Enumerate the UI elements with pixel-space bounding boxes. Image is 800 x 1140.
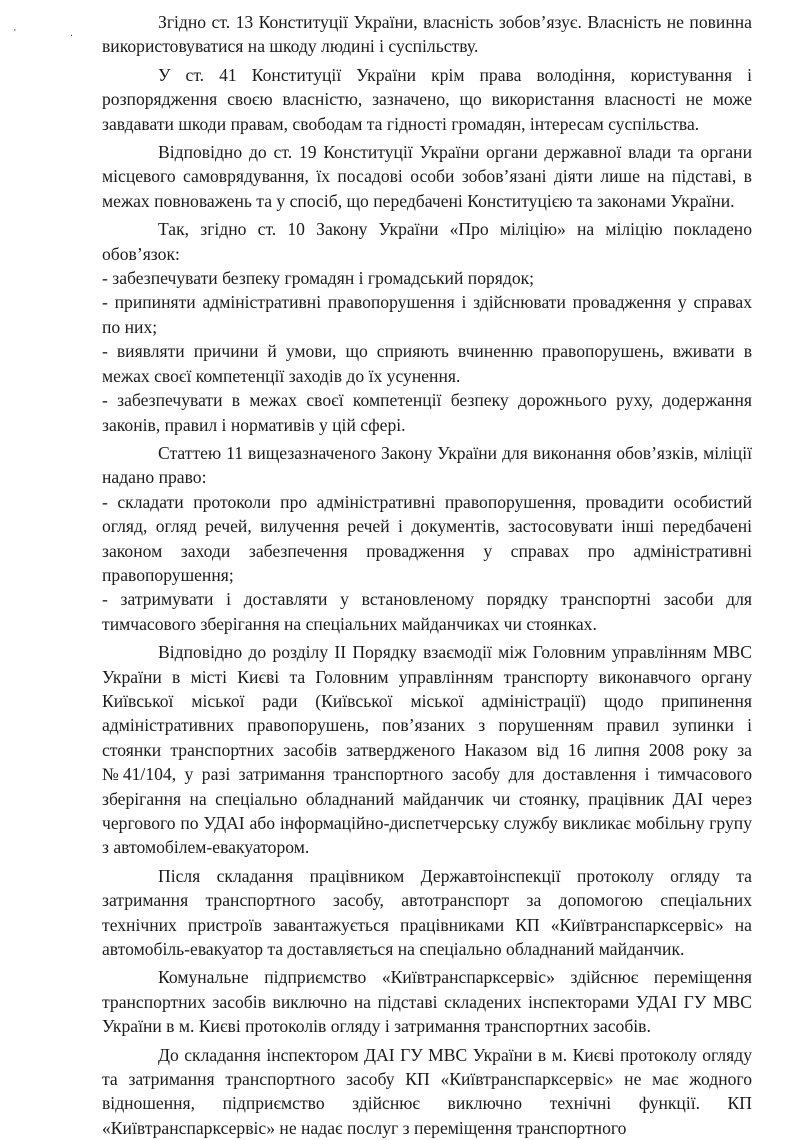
list-item: - складати протоколи про адміністративні правопорушення, провадити особистий огляд, огляд речей, вилучення речей і документів, застосовувати інші передбачені законом заходи забезпечення провадження у справах про адміністративні правопорушення; <box>102 491 752 585</box>
paragraph-article-13: Згідно ст. 13 Конституції України, власність зобов’язує. Власність не повинна використовуватися на шкоду людині і суспільству. <box>102 12 752 57</box>
paragraph-article-19: Відповідно до ст. 19 Конституції України органи державної влади та органи місцевого самоврядування, їх посадові особи зобов’язані діяти лише на підставі, в межах повноважень та у спосіб, що передбачені Конституцією та законами України. <box>102 142 752 211</box>
paragraph-before-protocol: До складання інспектором ДАІ ГУ МВС України в м. Києві протоколу огляду та затримання транспортного засобу КП «Київтранспарксервіс» не має жодного відношення, підприємство здійснює виключно технічні функції. КП «Київтранспарксервіс» не надає послуг з переміщення транспортного <box>102 1044 752 1138</box>
list-item: - забезпечувати безпеку громадян і громадський порядок; <box>102 268 535 289</box>
list-item: - забезпечувати в межах своєї компетенції безпеку дорожнього руху, додержання законів, правил і нормативів у цій сфері. <box>102 390 752 435</box>
paragraph-article-41: У ст. 41 Конституції України крім права володіння, користування і розпорядження своєю власністю, зазначено, що використання власності не може завдавати шкоди правам, свободам та гідності громадян, інтересам суспільства. <box>102 64 752 134</box>
list-item: - виявляти причини й умови, що сприяють вчиненню правопорушень, вживати в межах своєї компетенції заходів до їх усунення. <box>102 341 752 386</box>
paragraph-interaction-procedure: Відповідно до розділу ІІ Порядку взаємодії між Головним управлінням МВС України в місті Києві та Головним управлінням транспорту виконавчого органу Київської міської ради (Київської міської адміністрації) щодо припинення адміністративних правопорушень, пов’язаних з порушенням правил зупинки і стоянки транспортних засобів затвердженого Наказом від 16 липня 2008 року за №41/104, у разі затримання транспортного засобу для доставлення і тимчасового зберігання на спеціально обладнаний майданчик чи стоянку, працівник ДАІ через чергового по УДАІ або інформаційно-диспетчерську службу викликає мобільну групу з автомобілем-евакуатором. <box>102 642 752 858</box>
corner-marks: ' . <box>14 28 99 39</box>
paragraph-law-article-11: Статтею 11 вищезазначеного Закону України для виконання обов’язків, міліції надано право: <box>102 442 752 488</box>
list-item: - затримувати і доставляти у встановленому порядку транспортні засоби для тимчасового зберігання на спеціальних майданчиках чи стоянках. <box>102 589 752 634</box>
paragraph-communal-enterprise: Комунальне підприємство «Київтранспарксервіс» здійснює переміщення транспортних засобів виключно на підставі складених інспекторами УДАІ ГУ МВС України в м. Києві протоколів огляду і затримання транспортних засобів. <box>102 967 752 1037</box>
document-body <box>102 6 752 1140</box>
paragraph-law-article-10: Так, згідно ст. 10 Закону України «Про міліцію» на міліцію покладено обов’язок: <box>102 219 752 264</box>
list-item: - припиняти адміністративні правопорушення і здійснювати провадження у справах по них; <box>102 292 752 337</box>
paragraph-after-protocol: Після складання працівником Державтоінспекції протоколу огляду та затримання транспортного засобу, автотранспорт за допомогою спеціальних технічних пристроїв завантажується працівниками КП «Київтранспарксервіс» на автомобіль-евакуатор та доставляється на спеціально обладнаний майданчик. <box>102 865 752 960</box>
